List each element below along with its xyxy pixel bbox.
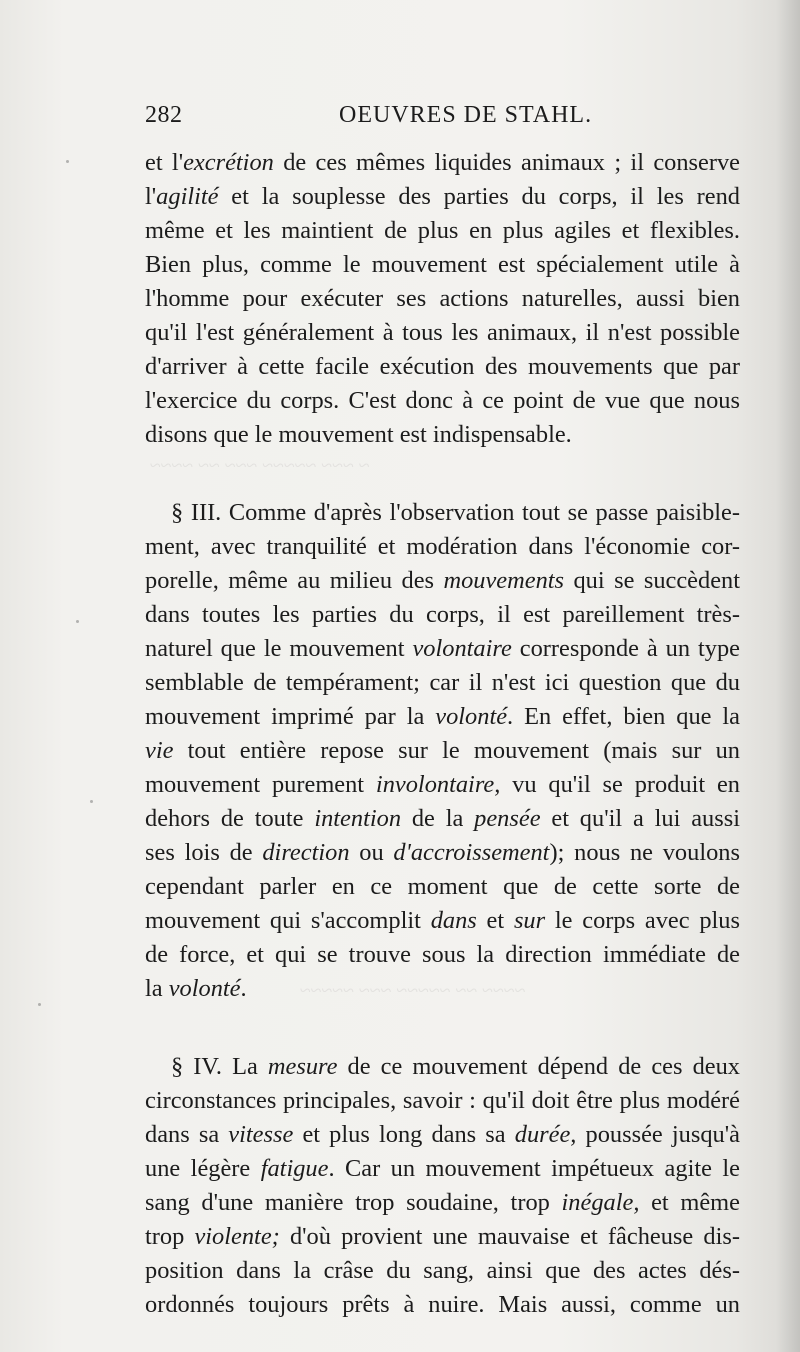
text-line	[145, 350, 740, 384]
text-line	[145, 248, 740, 282]
text-run: .	[240, 975, 247, 1002]
text-line	[145, 1254, 740, 1288]
italic-run: agilité	[156, 183, 219, 210]
text-line	[145, 1220, 740, 1254]
text-run: corresponde à un type	[511, 635, 740, 662]
text-run: l'exercice du corps. C'est donc à ce point de vue que nous	[145, 387, 740, 414]
text-run: de ce mouvement dépend de ces deux	[337, 1053, 740, 1080]
text-run: et	[476, 907, 514, 934]
text-line	[145, 870, 740, 904]
text-run: l'homme pour exécuter ses actions naturelles, aussi bien	[145, 285, 740, 312]
italic-run: inégale,	[561, 1189, 640, 1216]
paragraph-gap	[145, 452, 740, 496]
text-line	[145, 146, 740, 180]
text-line	[145, 700, 740, 734]
italic-run: vitesse	[228, 1121, 294, 1148]
text-line	[145, 938, 740, 972]
text-run: dehors de toute	[145, 805, 315, 832]
italic-run: involontaire,	[375, 771, 501, 798]
ink-speck	[66, 160, 69, 163]
text-line	[145, 1118, 740, 1152]
text-line	[145, 666, 740, 700]
text-run: qu'il l'est généralement à tous les animaux, il n'est possible	[145, 319, 740, 346]
text-run: cependant parler en ce moment que de cette sorte de	[145, 873, 740, 900]
text-line	[145, 734, 740, 768]
text-line	[145, 316, 740, 350]
text-run: circonstances principales, savoir : qu'il doit être plus modéré	[145, 1087, 740, 1114]
italic-run: sur	[513, 907, 546, 934]
text-run: même et les maintient de plus en plus agiles et flexibles.	[145, 217, 740, 244]
page-edge-shadow	[776, 0, 800, 1352]
italic-run: vie	[145, 737, 174, 764]
text-line	[145, 180, 740, 214]
text-run: dans sa	[145, 1121, 229, 1148]
text-run: semblable de tempérament; car il n'est ici question que du	[145, 669, 740, 696]
text-run: § III. Comme d'après l'observation tout se passe paisible-	[171, 499, 740, 526]
body-text	[145, 146, 740, 1322]
page-number: 282	[145, 102, 183, 128]
text-run: l'	[145, 183, 157, 210]
running-title: OEUVRES DE STAHL.	[339, 102, 593, 128]
text-run: § IV. La	[171, 1053, 268, 1080]
text-line	[145, 1152, 740, 1186]
text-run: et même	[639, 1189, 740, 1216]
italic-run: violente;	[194, 1223, 280, 1250]
text-line	[145, 282, 740, 316]
text-line	[145, 1084, 740, 1118]
text-line	[145, 904, 740, 938]
italic-run: d'accroissement	[393, 839, 550, 866]
text-line	[145, 496, 740, 530]
text-run: . Car un mouvement impétueux agite le	[328, 1155, 741, 1182]
text-run: le corps avec plus	[545, 907, 740, 934]
italic-run: mouvements	[443, 567, 565, 594]
text-run: de force, et qui se trouve sous la direction immédiate de	[145, 941, 740, 968]
text-run: la	[145, 975, 169, 1002]
text-line	[145, 1288, 740, 1322]
text-run: et qu'il a lui aussi	[540, 805, 740, 832]
text-run: porelle, même au milieu des	[145, 567, 444, 594]
italic-run: direction	[262, 839, 350, 866]
text-run: ou	[349, 839, 394, 866]
italic-run: volonté	[168, 975, 241, 1002]
text-run: qui se succèdent	[564, 567, 740, 594]
paragraph-2	[145, 496, 740, 1006]
text-run: et la souplesse des parties du corps, il les rend	[218, 183, 740, 210]
text-run: position dans la crâse du sang, ainsi que des actes dés-	[145, 1257, 740, 1284]
ink-speck	[90, 800, 93, 803]
text-run: naturel que le mouvement	[145, 635, 413, 662]
text-run: d'où provient une mauvaise et fâcheuse dis-	[279, 1223, 740, 1250]
text-line	[145, 1186, 740, 1220]
text-run: ordonnés toujours prêts à nuire. Mais aussi, comme un	[145, 1291, 740, 1318]
text-line	[145, 632, 740, 666]
paragraph-1	[145, 146, 740, 452]
text-run: disons que le mouvement est indispensable.	[145, 421, 572, 448]
text-run: dans toutes les parties du corps, il est pareillement très-	[145, 601, 740, 628]
text-line	[145, 598, 740, 632]
ink-speck	[38, 1003, 41, 1006]
text-line	[145, 836, 740, 870]
text-line	[145, 1050, 740, 1084]
text-line	[145, 530, 740, 564]
paragraph-gap	[145, 1006, 740, 1050]
italic-run: excrétion	[183, 149, 274, 176]
text-run: poussée jusqu'à	[576, 1121, 740, 1148]
italic-run: dans	[430, 907, 477, 934]
running-header	[145, 100, 745, 136]
italic-run: mesure	[267, 1053, 338, 1080]
text-run: et l'	[145, 149, 184, 176]
italic-run: volonté	[435, 703, 508, 730]
text-run: mouvement purement	[145, 771, 376, 798]
text-run: de la	[401, 805, 475, 832]
text-run: . En effet, bien que la	[507, 703, 740, 730]
text-run: de ces mêmes liquides animaux ; il conserve	[273, 149, 740, 176]
text-run: Bien plus, comme le mouvement est spécialement utile à	[145, 251, 740, 278]
text-line	[145, 768, 740, 802]
text-run: sang d'une manière trop soudaine, trop	[145, 1189, 562, 1216]
italic-run: intention	[314, 805, 402, 832]
text-line	[145, 384, 740, 418]
text-run: d'arriver à cette facile exécution des mouvements que par	[145, 353, 740, 380]
text-run: ); nous ne voulons	[549, 839, 740, 866]
show-through-2: ~~~~ ~~ ~~~~~ ~~~ ~~~~~	[300, 980, 526, 1002]
text-run: ment, avec tranquilité et modération dans l'économie cor-	[145, 533, 740, 560]
text-line	[145, 418, 740, 452]
text-run: mouvement qui s'accomplit	[145, 907, 431, 934]
text-run: tout entière repose sur le mouvement (mais sur un	[173, 737, 740, 764]
ink-speck	[76, 620, 79, 623]
italic-run: fatigue	[260, 1155, 329, 1182]
paragraph-3	[145, 1050, 740, 1322]
text-run: une légère	[145, 1155, 261, 1182]
text-run: trop	[145, 1223, 195, 1250]
italic-run: durée,	[514, 1121, 577, 1148]
text-line	[145, 214, 740, 248]
text-line	[145, 564, 740, 598]
text-line	[145, 802, 740, 836]
text-line	[145, 972, 740, 1006]
show-through-1: ~ ~~~ ~~~~~ ~~~ ~~ ~~~~	[150, 455, 370, 477]
italic-run: volontaire	[412, 635, 512, 662]
italic-run: pensée	[474, 805, 541, 832]
text-run: et plus long dans sa	[293, 1121, 515, 1148]
text-run: vu qu'il se produit en	[500, 771, 740, 798]
text-run: ses lois de	[145, 839, 263, 866]
text-run: mouvement imprimé par la	[145, 703, 436, 730]
